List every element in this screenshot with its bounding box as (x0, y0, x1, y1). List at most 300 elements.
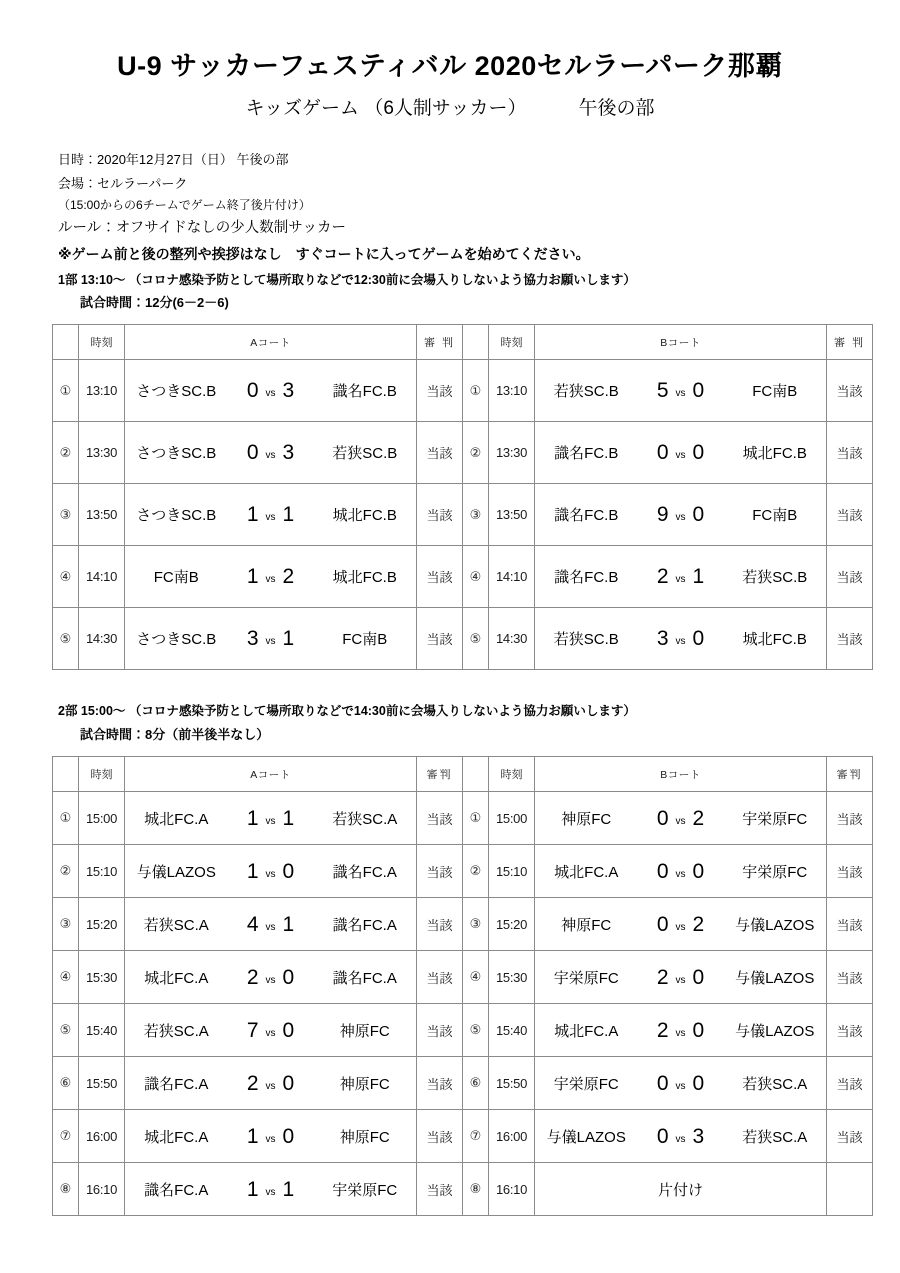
home-team-name: 若狭SC.A (143, 1022, 209, 1040)
header-court-a: Aコート (125, 325, 417, 360)
home-score: 5 (656, 379, 669, 403)
referee-a: 当該 (417, 951, 463, 1004)
score (638, 914, 724, 935)
home-team-name: 若狭SC.B (553, 383, 619, 401)
away-team-name: 城北FC.B (332, 569, 397, 587)
away-team-name: 与儀LAZOS (735, 969, 815, 987)
match-time-a: 15:30 (79, 951, 125, 1004)
home-score: 0 (656, 1071, 669, 1095)
home-team-name: さつきSC.B (136, 383, 217, 401)
away-score: 0 (282, 1071, 295, 1095)
referee-b: 当該 (827, 608, 873, 670)
referee-a: 当該 (417, 898, 463, 951)
match-time-b: 15:20 (489, 898, 535, 951)
home-score: 2 (656, 965, 669, 989)
away-team-name: 与儀LAZOS (735, 916, 815, 934)
score (638, 808, 724, 829)
match-number-a: ② (53, 845, 79, 898)
referee-b (827, 1163, 873, 1216)
vs-label: vs (265, 450, 276, 462)
match-time-b: 13:10 (489, 360, 535, 422)
away-score: 3 (282, 379, 295, 403)
vs-label: vs (675, 388, 686, 400)
match-cell-court-a (125, 484, 417, 546)
match-time-a: 15:50 (79, 1057, 125, 1110)
match-cell-court-b (535, 360, 827, 422)
match-number-b: ① (463, 792, 489, 845)
away-team-name: 識名FC.A (332, 916, 397, 934)
match-number-b: ② (463, 422, 489, 484)
header-time-a: 時刻 (79, 325, 125, 360)
home-score: 1 (246, 859, 259, 883)
table-row (53, 546, 873, 608)
match-cell-court-b (535, 608, 827, 670)
part1-heading: 1部 13:10～ （コロナ感染予防として場所取りなどで12:30前に会場入りしないよう協力お願いします） (58, 272, 636, 287)
referee-b: 当該 (827, 792, 873, 845)
match-number-a: ④ (53, 546, 79, 608)
score (228, 967, 314, 988)
home-score: 0 (246, 441, 259, 465)
vs-label: vs (265, 636, 276, 648)
match-time-b: 15:10 (489, 845, 535, 898)
match-cell-court-a (125, 898, 417, 951)
score (228, 808, 314, 829)
away-team-name: FC南B (752, 383, 798, 401)
home-score: 0 (656, 912, 669, 936)
away-team-name: 宇栄原FC (742, 810, 808, 828)
away-score: 0 (692, 965, 705, 989)
referee-a: 当該 (417, 360, 463, 422)
match-number-b: ⑤ (463, 1004, 489, 1057)
vs-label: vs (265, 815, 276, 827)
referee-a: 当該 (417, 422, 463, 484)
away-score: 1 (282, 912, 295, 936)
score (638, 1126, 724, 1147)
score (638, 566, 724, 587)
referee-a: 当該 (417, 1110, 463, 1163)
home-team-name: 神原FC (561, 916, 612, 934)
home-team-name: 宇栄原FC (553, 969, 619, 987)
match-number-a: ⑤ (53, 1004, 79, 1057)
score (228, 566, 314, 587)
away-team-name: 識名FC.A (332, 969, 397, 987)
header-no-a (53, 757, 79, 792)
away-team-name: 若狭SC.A (332, 810, 398, 828)
away-score: 2 (692, 806, 705, 830)
home-score: 2 (246, 1071, 259, 1095)
away-score: 0 (692, 859, 705, 883)
header-court-a: Aコート (125, 757, 417, 792)
home-team-name: 城北FC.A (554, 1022, 619, 1040)
away-score: 2 (282, 565, 295, 589)
vs-label: vs (265, 1186, 276, 1198)
header-time-b: 時刻 (489, 325, 535, 360)
match-cell-court-a (125, 1057, 417, 1110)
table-row (53, 608, 873, 670)
home-team-name: さつきSC.B (136, 445, 217, 463)
away-score: 1 (282, 503, 295, 527)
table-row (53, 360, 873, 422)
match-number-b: ④ (463, 951, 489, 1004)
score (228, 1179, 314, 1200)
match-cell-court-b (535, 792, 827, 845)
match-cell-court-a (125, 1163, 417, 1216)
score (228, 861, 314, 882)
header-no-b (463, 757, 489, 792)
match-cell-court-b (535, 1057, 827, 1110)
match-cell-court-b (535, 1110, 827, 1163)
home-score: 4 (246, 912, 259, 936)
score (638, 380, 724, 401)
home-team-name: 城北FC.A (144, 1128, 209, 1146)
home-team-name: さつきSC.B (136, 631, 217, 649)
away-team-name: 若狭SC.B (332, 445, 398, 463)
table-row (53, 484, 873, 546)
away-score: 2 (692, 912, 705, 936)
match-number-b: ⑦ (463, 1110, 489, 1163)
away-team-name: 若狭SC.A (742, 1075, 808, 1093)
score (638, 628, 724, 649)
referee-b: 当該 (827, 484, 873, 546)
home-team-name: 識名FC.B (554, 445, 619, 463)
away-team-name: 神原FC (339, 1022, 390, 1040)
match-time-a: 15:00 (79, 792, 125, 845)
score (228, 442, 314, 463)
match-number-a: ⑧ (53, 1163, 79, 1216)
table-row (53, 898, 873, 951)
home-score: 1 (246, 565, 259, 589)
subtitle-left: キッズゲーム （6人制サッカー） (245, 97, 527, 119)
schedule-table-part2 (52, 756, 873, 1216)
vs-label: vs (675, 1027, 686, 1039)
away-team-name: FC南B (752, 507, 798, 525)
match-time-a: 13:30 (79, 422, 125, 484)
match-time-a: 13:10 (79, 360, 125, 422)
home-team-name: 識名FC.B (554, 569, 619, 587)
header-referee-a: 審 判 (417, 325, 463, 360)
part2-match-time: 試合時間：8分（前半後半なし） (80, 726, 270, 742)
referee-a: 当該 (417, 845, 463, 898)
match-number-a: ③ (53, 484, 79, 546)
match-cell-court-b (535, 484, 827, 546)
match-cell-court-a (125, 845, 417, 898)
home-team-name: FC南B (153, 569, 199, 587)
away-team-name: 若狭SC.A (742, 1128, 808, 1146)
header-referee-a: 審判 (417, 757, 463, 792)
vs-label: vs (265, 574, 276, 586)
match-cell-court-b (535, 845, 827, 898)
referee-a: 当該 (417, 1057, 463, 1110)
match-number-a: ④ (53, 951, 79, 1004)
match-note: 片付け (657, 1181, 703, 1199)
away-score: 0 (282, 965, 295, 989)
score (228, 1073, 314, 1094)
vs-label: vs (675, 636, 686, 648)
match-number-b: ④ (463, 546, 489, 608)
referee-b: 当該 (827, 845, 873, 898)
vs-label: vs (675, 450, 686, 462)
info-notice: ※ゲーム前と後の整列や挨拶はなし すぐコートに入ってゲームを始めてください。 (58, 245, 590, 262)
match-time-b: 13:30 (489, 422, 535, 484)
referee-a: 当該 (417, 546, 463, 608)
away-score: 1 (282, 627, 295, 651)
vs-label: vs (265, 1133, 276, 1145)
match-cell-court-b (535, 898, 827, 951)
home-team-name: 城北FC.A (554, 863, 619, 881)
match-cell-court-a (125, 951, 417, 1004)
away-score: 0 (282, 859, 295, 883)
away-score: 0 (692, 1071, 705, 1095)
match-number-b: ⑤ (463, 608, 489, 670)
vs-label: vs (675, 868, 686, 880)
match-cell-court-b (535, 1163, 827, 1216)
away-team-name: 若狭SC.B (742, 569, 808, 587)
match-number-b: ⑥ (463, 1057, 489, 1110)
header-no-a (53, 325, 79, 360)
referee-a: 当該 (417, 1163, 463, 1216)
home-score: 2 (656, 565, 669, 589)
match-cell-court-b (535, 1004, 827, 1057)
away-team-name: 宇栄原FC (332, 1181, 398, 1199)
match-time-a: 13:50 (79, 484, 125, 546)
match-time-b: 14:30 (489, 608, 535, 670)
home-team-name: 与儀LAZOS (136, 863, 216, 881)
referee-a: 当該 (417, 484, 463, 546)
match-time-b: 15:50 (489, 1057, 535, 1110)
vs-label: vs (675, 815, 686, 827)
table-row (53, 422, 873, 484)
match-cell-court-b (535, 546, 827, 608)
home-score: 3 (246, 627, 259, 651)
referee-b: 当該 (827, 422, 873, 484)
vs-label: vs (265, 1027, 276, 1039)
table-row (53, 1110, 873, 1163)
home-score: 1 (246, 1124, 259, 1148)
vs-label: vs (265, 1080, 276, 1092)
home-team-name: 城北FC.A (144, 969, 209, 987)
home-team-name: 識名FC.B (554, 507, 619, 525)
away-score: 3 (692, 1124, 705, 1148)
match-number-a: ③ (53, 898, 79, 951)
match-time-b: 16:00 (489, 1110, 535, 1163)
vs-label: vs (675, 921, 686, 933)
match-number-b: ⑧ (463, 1163, 489, 1216)
match-time-a: 14:10 (79, 546, 125, 608)
table-row (53, 1057, 873, 1110)
home-score: 2 (246, 965, 259, 989)
score (638, 967, 724, 988)
score (638, 861, 724, 882)
score (228, 914, 314, 935)
match-time-a: 14:30 (79, 608, 125, 670)
match-number-b: ③ (463, 898, 489, 951)
away-score: 0 (692, 379, 705, 403)
schedule-table-part1 (52, 324, 873, 670)
event-info (30, 120, 870, 314)
away-team-name: 与儀LAZOS (735, 1022, 815, 1040)
home-score: 0 (246, 379, 259, 403)
match-time-a: 16:00 (79, 1110, 125, 1163)
table-header-row (53, 757, 873, 792)
table-row (53, 1163, 873, 1216)
part2-heading-block (30, 670, 870, 746)
vs-label: vs (675, 1080, 686, 1092)
away-score: 1 (282, 1177, 295, 1201)
match-number-a: ⑤ (53, 608, 79, 670)
away-score: 0 (692, 441, 705, 465)
home-team-name: 宇栄原FC (553, 1075, 619, 1093)
score (638, 504, 724, 525)
part2-table-wrap (30, 746, 870, 1216)
vs-label: vs (265, 974, 276, 986)
match-number-a: ① (53, 360, 79, 422)
match-cell-court-a (125, 1004, 417, 1057)
match-cell-court-b (535, 422, 827, 484)
referee-a: 当該 (417, 1004, 463, 1057)
home-score: 3 (656, 627, 669, 651)
away-team-name: 城北FC.B (742, 631, 807, 649)
vs-label: vs (675, 1133, 686, 1145)
part1-table-wrap (30, 314, 870, 670)
home-team-name: 城北FC.A (144, 810, 209, 828)
match-number-a: ⑥ (53, 1057, 79, 1110)
referee-a: 当該 (417, 608, 463, 670)
referee-b: 当該 (827, 951, 873, 1004)
match-time-b: 15:40 (489, 1004, 535, 1057)
page-subtitle (30, 82, 870, 121)
away-team-name: 識名FC.A (332, 863, 397, 881)
match-number-b: ① (463, 360, 489, 422)
table-row (53, 1004, 873, 1057)
home-team-name: 識名FC.A (144, 1181, 209, 1199)
match-number-b: ③ (463, 484, 489, 546)
match-number-b: ② (463, 845, 489, 898)
away-team-name: 識名FC.B (332, 383, 397, 401)
away-team-name: 城北FC.B (742, 445, 807, 463)
part1-match-time: 試合時間：12分(6－2－6) (80, 295, 229, 311)
header-court-b: Bコート (535, 325, 827, 360)
referee-b: 当該 (827, 898, 873, 951)
away-score: 0 (692, 627, 705, 651)
info-rule: ルール：オフサイドなしの少人数制サッカー (58, 220, 346, 237)
score (228, 628, 314, 649)
info-cleanup-note: （15:00からの6チームでゲーム終了後片付け） (58, 197, 311, 212)
home-team-name: 神原FC (561, 810, 612, 828)
away-team-name: 城北FC.B (332, 507, 397, 525)
subtitle-right: 午後の部 (578, 97, 655, 119)
match-cell-court-a (125, 608, 417, 670)
referee-b: 当該 (827, 546, 873, 608)
score (638, 442, 724, 463)
home-team-name: 若狭SC.B (553, 631, 619, 649)
score (638, 1073, 724, 1094)
header-referee-b: 審判 (827, 757, 873, 792)
match-time-b: 15:00 (489, 792, 535, 845)
home-score: 7 (246, 1018, 259, 1042)
away-score: 0 (692, 1018, 705, 1042)
header-time-a: 時刻 (79, 757, 125, 792)
match-time-a: 15:40 (79, 1004, 125, 1057)
header-no-b (463, 325, 489, 360)
score (638, 1020, 724, 1041)
match-time-a: 15:20 (79, 898, 125, 951)
info-venue: 会場：セルラーパーク (58, 175, 188, 191)
away-score: 3 (282, 441, 295, 465)
match-cell-court-b (535, 951, 827, 1004)
away-score: 1 (692, 565, 705, 589)
match-number-a: ② (53, 422, 79, 484)
vs-label: vs (265, 388, 276, 400)
match-cell-court-a (125, 360, 417, 422)
match-time-b: 15:30 (489, 951, 535, 1004)
home-team-name: 識名FC.A (144, 1075, 209, 1093)
referee-a: 当該 (417, 792, 463, 845)
home-score: 1 (246, 1177, 259, 1201)
home-score: 9 (656, 503, 669, 527)
table-header-row (53, 325, 873, 360)
page-title: U-9 サッカーフェスティバル 2020セルラーパーク那覇 (117, 51, 783, 81)
vs-label: vs (675, 574, 686, 586)
match-time-a: 15:10 (79, 845, 125, 898)
info-datetime: 日時：2020年12月27日（日） 午後の部 (58, 152, 289, 168)
match-cell-court-a (125, 422, 417, 484)
home-score: 0 (656, 1124, 669, 1148)
match-time-b: 14:10 (489, 546, 535, 608)
home-team-name: さつきSC.B (136, 507, 217, 525)
vs-label: vs (675, 512, 686, 524)
home-team-name: 若狭SC.A (143, 916, 209, 934)
referee-b: 当該 (827, 1110, 873, 1163)
referee-b: 当該 (827, 1004, 873, 1057)
vs-label: vs (675, 974, 686, 986)
match-cell-court-a (125, 1110, 417, 1163)
referee-b: 当該 (827, 1057, 873, 1110)
part2-heading: 2部 15:00～ （コロナ感染予防として場所取りなどで14:30前に会場入りしないよう協力お願いします） (58, 704, 636, 719)
vs-label: vs (265, 512, 276, 524)
match-cell-court-a (125, 546, 417, 608)
table-row (53, 792, 873, 845)
score (228, 504, 314, 525)
header-time-b: 時刻 (489, 757, 535, 792)
away-score: 0 (282, 1124, 295, 1148)
home-score: 0 (656, 441, 669, 465)
vs-label: vs (265, 868, 276, 880)
match-number-a: ① (53, 792, 79, 845)
match-number-a: ⑦ (53, 1110, 79, 1163)
home-score: 1 (246, 503, 259, 527)
match-time-b: 13:50 (489, 484, 535, 546)
match-time-a: 16:10 (79, 1163, 125, 1216)
away-team-name: 宇栄原FC (742, 863, 808, 881)
match-cell-court-a (125, 792, 417, 845)
home-score: 0 (656, 806, 669, 830)
vs-label: vs (265, 921, 276, 933)
score (228, 1020, 314, 1041)
away-team-name: 神原FC (339, 1075, 390, 1093)
home-score: 0 (656, 859, 669, 883)
referee-b: 当該 (827, 360, 873, 422)
home-team-name: 与儀LAZOS (546, 1128, 626, 1146)
home-score: 1 (246, 806, 259, 830)
away-team-name: 神原FC (339, 1128, 390, 1146)
away-team-name: FC南B (342, 631, 388, 649)
home-score: 2 (656, 1018, 669, 1042)
score (228, 1126, 314, 1147)
table-row (53, 951, 873, 1004)
header-court-b: Bコート (535, 757, 827, 792)
away-score: 0 (282, 1018, 295, 1042)
away-score: 1 (282, 806, 295, 830)
